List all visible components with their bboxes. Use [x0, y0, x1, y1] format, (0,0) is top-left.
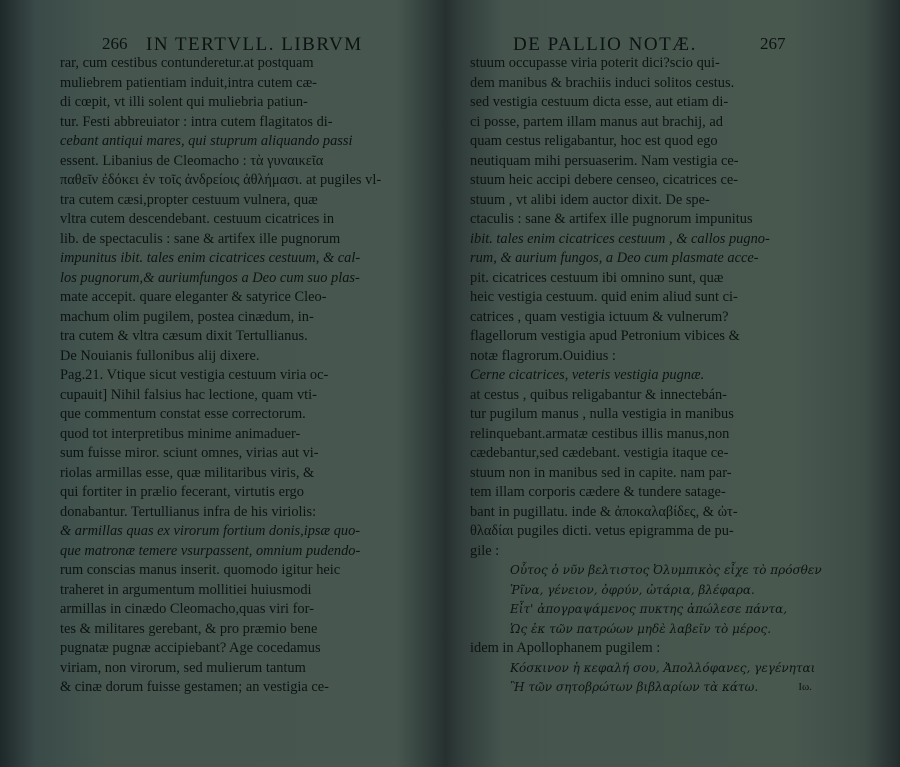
- left-page: [60, 0, 432, 767]
- text-line: riolas armillas esse, quæ militaribus viris, &: [60, 464, 315, 481]
- text-line: mate accepit. quare eleganter & satyrice Cleo-: [60, 289, 327, 305]
- right-text-block: [470, 54, 830, 698]
- greek-verse-line: Ἢ τῶν σητοβρώτων βιβλαρίων τὰ κάτω.: [510, 680, 759, 694]
- text-line: lib. de spectaculis : sane & artifex ille pugnorum: [60, 230, 341, 247]
- text-line: De Nouianis fullonibus alij dixere.: [60, 347, 260, 364]
- text-line: que commentum constat esse correctorum.: [60, 406, 306, 422]
- text-line: armillas in cinædo Cleomacho,quas viri for-: [60, 601, 314, 617]
- text-line: relinquebant.armatæ cestibus illis manus,non: [470, 425, 730, 442]
- text-line: stuum non in manibus sed in capite. nam par-: [470, 464, 732, 481]
- text-line: machum olim pugilem, postea cinædum, in-: [60, 308, 314, 325]
- catchword: Ιω.: [798, 681, 812, 693]
- text-line: flagellorum vestigia apud Petronium vibices &: [470, 328, 740, 344]
- text-line: παθεῖν ἐδόκει ἐν τοῖς ἀνδρείοις ἀθλήμασι. at pugiles vl-: [60, 172, 382, 188]
- text-line: tra cutem & vltra cæsum dixit Tertullianus.: [60, 328, 308, 344]
- text-line: tra cutem cæsi,propter cestuum vulnera, quæ: [60, 191, 318, 208]
- text-line: tur pugilum manus , nulla vestigia in manibus: [470, 406, 734, 422]
- text-line: dem manibus & brachiis induci solitos cestus.: [470, 74, 735, 91]
- greek-verse-line: Κόσκινον ἡ κεφαλή σου, Ἀπολλόφανες, γεγένηται: [510, 660, 816, 675]
- text-line: catrices , quam vestigia ictuum & vulnerum?: [470, 308, 729, 325]
- text-line: rar, cum cestibus contunderetur.at postquam: [60, 55, 314, 71]
- text-line: notæ flagrorum.Ouidius :: [470, 347, 616, 364]
- text-line: tur. Festi abbreuiator : intra cutem flagitatos di-: [60, 113, 333, 130]
- text-line: ci posse, partem illam manus aut brachij, ad: [470, 113, 723, 130]
- text-line: Cerne cicatrices, veteris vestigia pugnæ.: [470, 367, 705, 383]
- text-line: impunitus ibit. tales enim cicatrices cestuum, & cal-: [60, 250, 361, 266]
- text-line: rum, & aurium fungos, a Deo cum plasmate acce-: [470, 250, 759, 266]
- text-line: quod tot interpretibus minime animaduer-: [60, 425, 301, 442]
- text-line: quam cestus religabantur, hoc est quod ego: [470, 133, 718, 149]
- text-line: traheret in argumentum mollitiei huiusmodi: [60, 581, 312, 598]
- text-line: sum fuisse miror. sciunt omnes, virias aut vi-: [60, 445, 319, 461]
- right-running-title: DE PALLIO NOTÆ.: [513, 34, 697, 55]
- text-line: essent. Libanius de Cleomacho : τὰ γυναικεῖα: [60, 152, 324, 169]
- greek-verse-line: Ὡς ἐκ τῶν πατρώων μηδὲ λαβεῖν τὸ μέρος.: [510, 621, 772, 636]
- text-line: stuum occupasse viria poterit dici?scio qui-: [470, 55, 720, 71]
- text-line: qui fortiter in prælio fecerant, virtutis ergo: [60, 484, 304, 500]
- text-line: stuum , vt alibi idem auctor dixit. De spe-: [470, 191, 710, 208]
- text-line: pugnatæ pugnæ accipiebant? Age cocedamus: [60, 640, 321, 656]
- text-line: & cinæ dorum fuisse gestamen; an vestigia ce-: [60, 679, 329, 695]
- greek-verse-line: Οὗτος ὁ νῦν βελτιστος Ὀλυμπικὸς εἶχε τὸ πρόσθεν: [510, 563, 822, 577]
- text-line: sed vestigia cestuum dicta esse, aut etiam di-: [470, 94, 729, 110]
- text-line: donabantur. Tertullianus infra de his viriolis:: [60, 503, 317, 520]
- text-line: tem illam corporis cædere & tundere satage-: [470, 484, 726, 500]
- text-line: rum conscias manus inserit. quomodo igitur heic: [60, 562, 341, 578]
- text-line: vltra cutem descendebant. cestuum cicatrices in: [60, 211, 335, 227]
- text-line: stuum heic accipi debere censeo, cicatrices ce-: [470, 172, 739, 188]
- text-line: cebant antiqui mares, qui stuprum aliquando passi: [60, 133, 353, 149]
- text-line: idem in Apollophanem pugilem :: [470, 640, 661, 656]
- text-line: at cestus , quibus religabantur & innectebán-: [470, 386, 727, 403]
- right-page-number: 267: [760, 34, 786, 53]
- text-line: di cœpit, vt illi solent qui muliebria patiun-: [60, 94, 308, 110]
- left-running-title: IN TERTVLL. LIBRVM: [146, 34, 363, 55]
- text-line: que matronæ temere vsurpassent, omnium pudendo-: [60, 542, 361, 559]
- text-line: heic vestigia cestuum. quid enim aliud sunt ci-: [470, 289, 738, 305]
- left-page-number: 266: [102, 34, 128, 53]
- text-line: pit. cicatrices cestuum ibi omnino sunt, quæ: [470, 269, 724, 286]
- text-line: los pugnorum,& auriumfungos a Deo cum suo plas-: [60, 269, 360, 286]
- text-line: θλαδίαι pugiles dicti. vetus epigramma de pu-: [470, 523, 734, 539]
- text-line: cædebantur,sed cædebant. vestigia itaque ce-: [470, 445, 729, 461]
- text-line: bant in pugillatu. inde & ἀποκαλαβίδες, & ὠτ-: [470, 503, 738, 520]
- greek-verse-line: Εἶτ' ἀπογραψάμενος πυκτης ἀπώλεσε πάντα,: [510, 602, 788, 616]
- text-line: tes & militares gerebant, & pro præmio bene: [60, 620, 318, 637]
- text-line: cupauit] Nihil falsius hac lectione, quam vti-: [60, 386, 317, 403]
- text-line: neutiquam mihi persuaserim. Nam vestigia ce-: [470, 152, 739, 169]
- text-line: muliebrem patientiam induit,intra cutem cæ-: [60, 74, 317, 91]
- text-line: ctaculis : sane & artifex ille pugnorum impunitus: [470, 211, 753, 227]
- text-line: ibit. tales enim cicatrices cestuum , & callos pugno-: [470, 230, 770, 247]
- left-text-block: [60, 54, 432, 698]
- right-page: [470, 0, 830, 767]
- greek-verse-line: Ῥῖνα, γένειον, ὀφρύν, ὠτάρια, βλέφαρα.: [510, 582, 755, 597]
- text-line: gile :: [470, 542, 500, 559]
- text-line: Pag.21. Vtique sicut vestigia cestuum viria oc-: [60, 367, 329, 383]
- text-line: viriam, non virorum, sed mulierum tantum: [60, 659, 306, 676]
- text-line: & armillas quas ex virorum fortium donis,ipsæ quo-: [60, 523, 361, 539]
